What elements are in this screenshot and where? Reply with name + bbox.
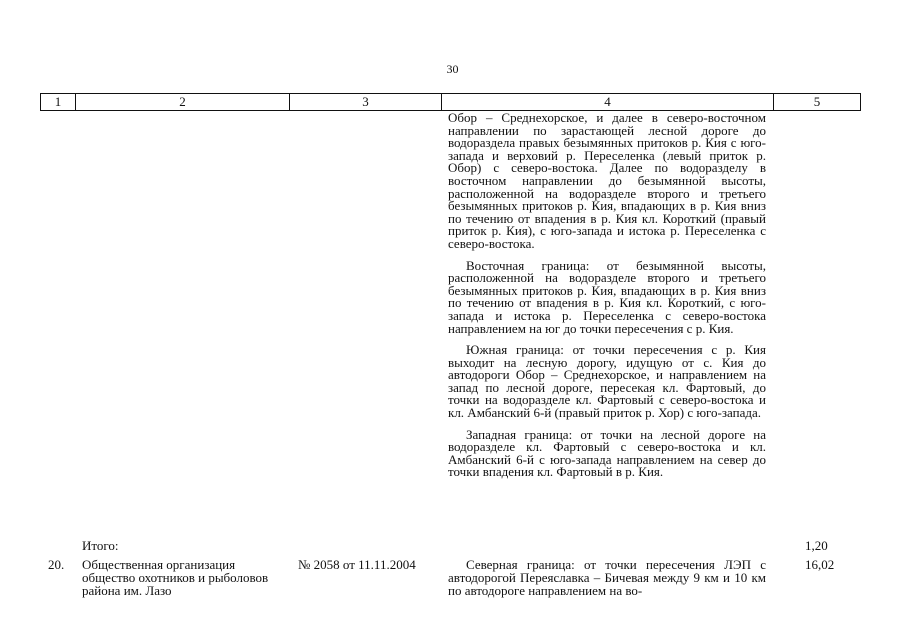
boundary-paragraph-west: Западная граница: от точки на лесной дороге на водоразделе кл. Фартовый с северо-востока и кл. Амбанский 6-й с юго-запада направлением на север до точки впадения кл. Фартовый в р. Кия. bbox=[448, 426, 766, 480]
boundary-paragraph-north-continued: Обор – Среднехорское, и далее в северо-восточном направлении по зарастающей лесной дороге до водораздела правых безымянных притоков р. Кия с юго-запада и верховий р. Переселенка (левый приток р. Обор) с северо-востока. Далее по водоразделу в восточном направлении до безымянной высоты, расположенной на водоразделе второго и третьего безымянных притоков р. Кия, впадающих в р. Кия вниз по течению от впадения в р. Кия кл. Короткий (правый приток р. Кия), с юго-запада и истока р. Переселенка с северо-востока. bbox=[448, 110, 766, 251]
page-number: 30 bbox=[446, 62, 459, 76]
area-value: 16,02 bbox=[805, 557, 835, 572]
table-header-col-5: 5 bbox=[813, 94, 821, 109]
boundary-paragraph-south: Южная граница: от точки пересечения с р. Кия выходит на лесную дорогу, идущую от с. Кия до автодороги Обор – Среднехорское, и направлением на запад по лесной дороге, пересекая кл. Фартовый, до точки на водоразделе кл. Фартовый с северо-востока и кл. Амбанский 6-й (правый приток р. Хор) с юго-запада. bbox=[448, 342, 766, 421]
document-reference: № 2058 от 11.11.2004 bbox=[298, 557, 416, 572]
organization-name: Общественная организация общество охотников и рыболовов района им. Лазо bbox=[82, 557, 269, 598]
table-header-col-4: 4 bbox=[442, 94, 774, 110]
table-header-col-2: 2 bbox=[76, 94, 290, 110]
row-number: 20. bbox=[48, 557, 65, 572]
total-label: Итого: bbox=[82, 538, 119, 553]
boundary-paragraph-east: Восточная граница: от безымянной высоты, расположенной на водоразделе второго и третьего безымянных притоков р. Кия, впадающих в р. Кия вниз по течению от впадения в р. Кия кл. Короткий, с юго-запада и истока р. Переселенка с северо-востока направлением на юг до точки пересечения с р. Кия. bbox=[448, 257, 766, 336]
total-value: 1,20 bbox=[805, 538, 828, 553]
boundary-description-continued bbox=[448, 112, 766, 488]
table-header-row bbox=[40, 93, 861, 111]
table-header-col-3: 3 bbox=[290, 94, 442, 110]
boundary-description: Северная граница: от точки пересечения ЛЭП с автодорогой Переяславка – Бичевая между 9 км и 10 км по автодороге направлением на во- bbox=[448, 557, 766, 598]
table-header-col-1: 1 bbox=[41, 94, 76, 110]
